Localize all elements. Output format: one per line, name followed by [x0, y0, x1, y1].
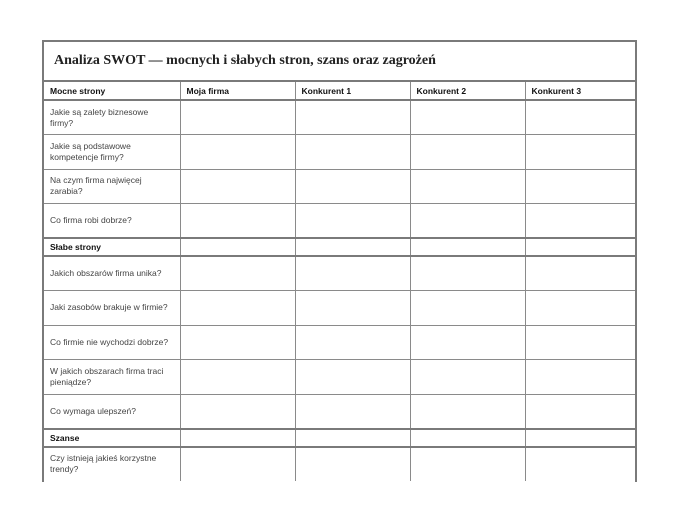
answer-cell[interactable]: [295, 291, 410, 326]
column-header-competitor-3: Konkurent 3: [525, 82, 635, 100]
question-label: Jakie są podstawowe kompetencje firmy?: [44, 135, 180, 170]
answer-cell[interactable]: [410, 447, 525, 482]
answer-cell[interactable]: [295, 394, 410, 429]
answer-cell[interactable]: [180, 100, 295, 135]
answer-cell[interactable]: [525, 169, 635, 204]
table-row: [44, 135, 635, 170]
answer-cell[interactable]: [525, 291, 635, 326]
question-label: Czy istnieją jakieś korzystne trendy?: [44, 447, 180, 482]
answer-cell[interactable]: [295, 169, 410, 204]
answer-cell[interactable]: [410, 204, 525, 239]
question-label: Jaki zasobów brakuje w firmie?: [44, 291, 180, 326]
column-header-my-company: Moja firma: [180, 82, 295, 100]
answer-cell[interactable]: [295, 100, 410, 135]
answer-cell[interactable]: [180, 394, 295, 429]
answer-cell[interactable]: [410, 100, 525, 135]
answer-cell[interactable]: [295, 360, 410, 395]
question-label: Co firma robi dobrze?: [44, 204, 180, 239]
answer-cell[interactable]: [410, 256, 525, 291]
answer-cell[interactable]: [180, 360, 295, 395]
answer-cell[interactable]: [295, 204, 410, 239]
answer-cell[interactable]: [410, 394, 525, 429]
answer-cell[interactable]: [295, 135, 410, 170]
question-label: Co wymaga ulepszeń?: [44, 394, 180, 429]
swot-sheet: [42, 40, 637, 482]
section-label: Szanse: [44, 429, 180, 447]
answer-cell[interactable]: [295, 447, 410, 482]
table-row: [44, 204, 635, 239]
answer-cell[interactable]: [525, 135, 635, 170]
question-label: Jakich obszarów firma unika?: [44, 256, 180, 291]
answer-cell[interactable]: [180, 169, 295, 204]
answer-cell[interactable]: [525, 256, 635, 291]
table-row: [44, 169, 635, 204]
section-header-weaknesses: [44, 238, 635, 256]
answer-cell[interactable]: [525, 100, 635, 135]
section-label: Słabe strony: [44, 238, 180, 256]
answer-cell[interactable]: [525, 360, 635, 395]
column-header-competitor-2: Konkurent 2: [410, 82, 525, 100]
page-title: Analiza SWOT — mocnych i słabych stron, szans oraz zagrożeń: [44, 42, 635, 82]
answer-cell[interactable]: [410, 169, 525, 204]
answer-cell[interactable]: [180, 447, 295, 482]
answer-cell[interactable]: [295, 325, 410, 360]
column-header-competitor-1: Konkurent 1: [295, 82, 410, 100]
table-row: [44, 325, 635, 360]
question-label: Jakie są zalety biznesowe firmy?: [44, 100, 180, 135]
answer-cell[interactable]: [525, 447, 635, 482]
section-header-opportunities: [44, 429, 635, 447]
answer-cell[interactable]: [180, 204, 295, 239]
table-row: [44, 394, 635, 429]
table-row: [44, 447, 635, 482]
table-row: [44, 256, 635, 291]
table-row: [44, 360, 635, 395]
answer-cell[interactable]: [295, 256, 410, 291]
answer-cell[interactable]: [410, 135, 525, 170]
swot-table: [44, 82, 635, 481]
answer-cell[interactable]: [410, 325, 525, 360]
table-row: [44, 291, 635, 326]
question-label: W jakich obszarach firma traci pieniądze?: [44, 360, 180, 395]
answer-cell[interactable]: [410, 360, 525, 395]
answer-cell[interactable]: [525, 394, 635, 429]
answer-cell[interactable]: [525, 325, 635, 360]
column-header-strengths: Mocne strony: [44, 82, 180, 100]
answer-cell[interactable]: [410, 291, 525, 326]
answer-cell[interactable]: [180, 325, 295, 360]
answer-cell[interactable]: [180, 256, 295, 291]
header-row: [44, 82, 635, 100]
question-label: Co firmie nie wychodzi dobrze?: [44, 325, 180, 360]
answer-cell[interactable]: [180, 291, 295, 326]
question-label: Na czym firma najwięcej zarabia?: [44, 169, 180, 204]
table-row: [44, 100, 635, 135]
answer-cell[interactable]: [180, 135, 295, 170]
answer-cell[interactable]: [525, 204, 635, 239]
